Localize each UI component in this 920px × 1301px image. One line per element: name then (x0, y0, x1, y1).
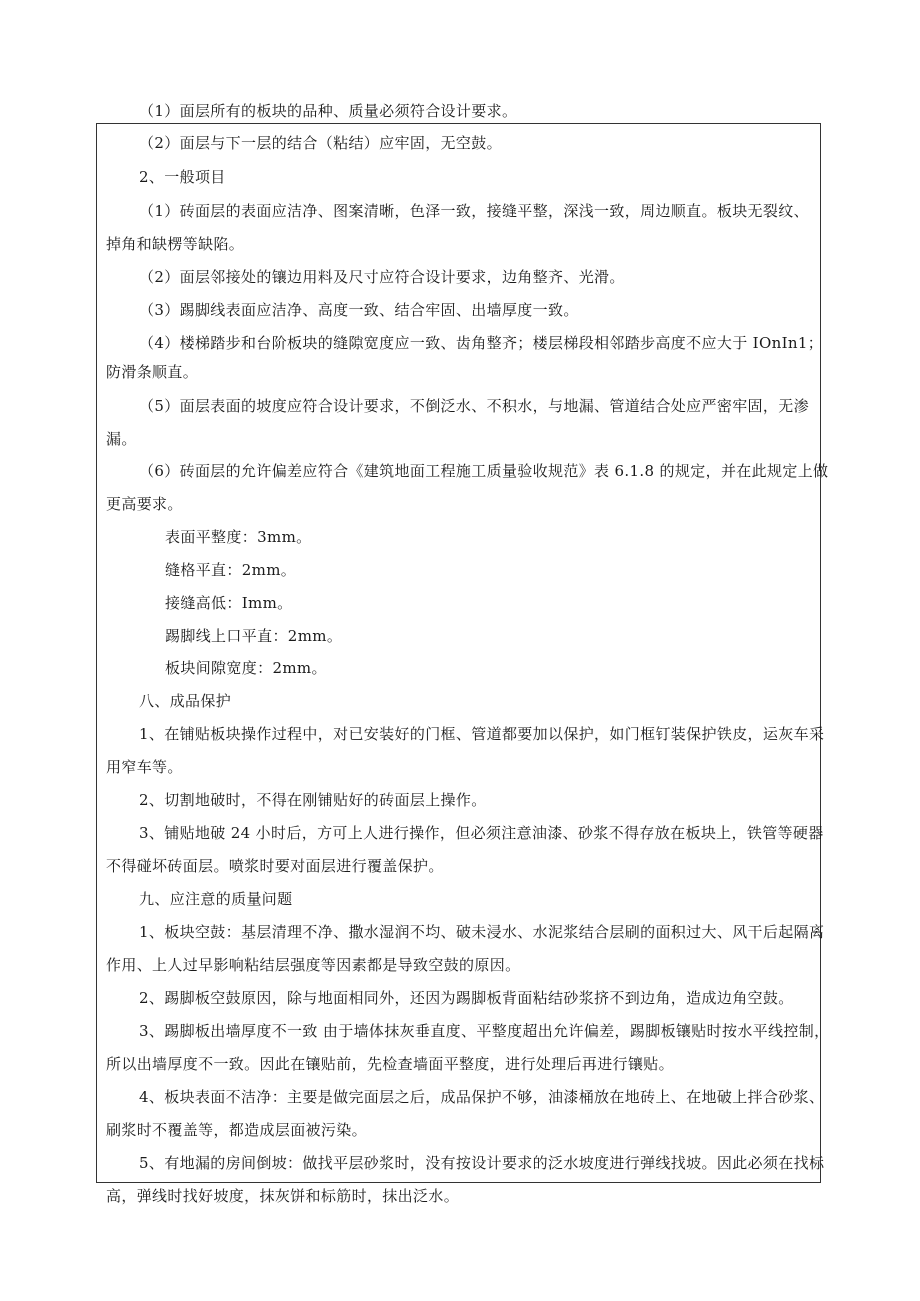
tolerance-item: 踢脚线上口平直：2mm。 (165, 627, 343, 645)
paragraph-quality-3-cont: 所以出墙厚度不一致。因此在镶贴前，先检查墙面平整度，进行处理后再进行镶贴。 (106, 1055, 674, 1073)
section-title-protection: 八、成品保护 (139, 692, 232, 710)
paragraph-general-5-cont: 漏。 (106, 430, 137, 448)
tolerance-item: 表面平整度：3mm。 (165, 528, 312, 546)
paragraph-general-5: （5）面层表面的坡度应符合设计要求，不倒泛水、不积水，与地漏、管道结合处应严密牢固，无渗 (139, 397, 809, 415)
paragraph-quality-4-cont: 刷浆时不覆盖等，都造成层面被污染。 (106, 1121, 367, 1139)
paragraph-general-6-cont: 更高要求。 (106, 495, 183, 513)
tolerance-item: 板块间隙宽度：2mm。 (165, 659, 327, 677)
tolerance-item: 接缝高低：Imm。 (165, 594, 293, 612)
paragraph-quality-3: 3、踢脚板出墙厚度不一致 由于墙体抹灰垂直度、平整度超出允许偏差，踢脚板镶贴时按水平线控制， (139, 1022, 830, 1040)
paragraph-general-1-cont: 掉角和缺楞等缺陷。 (106, 235, 245, 253)
paragraph-protection-1-cont: 用窄车等。 (106, 758, 183, 776)
paragraph-general-1: （1）砖面层的表面应洁净、图案清晰，色泽一致，接缝平整，深浅一致，周边顺直。板块无裂纹、 (139, 202, 809, 220)
paragraph-main-item-2: （2）面层与下一层的结合（粘结）应牢固，无空鼓。 (139, 134, 502, 152)
section-title-quality-issues: 九、应注意的质量问题 (139, 890, 293, 908)
paragraph-protection-3: 3、铺贴地破 24 小时后，方可上人进行操作，但必须注意油漆、砂浆不得存放在板块上，铁管等硬器 (139, 824, 824, 842)
paragraph-general-4: （4）楼梯踏步和台阶板块的缝隙宽度应一致、齿角整齐；楼层梯段相邻踏步高度不应大于 IOnIn1； (139, 334, 824, 352)
section-title-general-items: 2、一般项目 (139, 168, 226, 186)
paragraph-quality-5: 5、有地漏的房间倒坡：做找平层砂浆时，没有按设计要求的泛水坡度进行弹线找坡。因此必须在找标 (139, 1154, 825, 1172)
tolerance-item: 缝格平直：2mm。 (165, 561, 297, 579)
paragraph-general-4-cont: 防滑条顺直。 (106, 363, 199, 381)
paragraph-general-6: （6）砖面层的允许偏差应符合《建筑地面工程施工质量验收规范》表 6.1.8 的规定，并在此规定上做 (139, 462, 829, 480)
paragraph-quality-4: 4、板块表面不洁净：主要是做完面层之后，成品保护不够，油漆桶放在地砖上、在地破上拌合砂浆、 (139, 1088, 825, 1106)
paragraph-quality-5-cont: 高，弹线时找好坡度，抹灰饼和标筋时，抹出泛水。 (106, 1187, 460, 1205)
paragraph-protection-2: 2、切割地破时，不得在刚铺贴好的砖面层上操作。 (139, 791, 487, 809)
paragraph-quality-2: 2、踢脚板空鼓原因，除与地面相同外，还因为踢脚板背面粘结砂浆挤不到边角，造成边角空鼓。 (139, 989, 794, 1007)
paragraph-protection-1: 1、在铺贴板块操作过程中，对已安装好的门框、管道都要加以保护，如门框钉装保护铁皮，运灰车采 (139, 725, 825, 743)
paragraph-protection-3-cont: 不得碰坏砖面层。喷浆时要对面层进行覆盖保护。 (106, 857, 444, 875)
paragraph-quality-1-cont: 作用、上人过早影响粘结层强度等因素都是导致空鼓的原因。 (106, 956, 521, 974)
paragraph-general-3: （3）踢脚线表面应洁净、高度一致、结合牢固、出墙厚度一致。 (139, 301, 579, 319)
paragraph-main-item-1: （1）面层所有的板块的品种、质量必须符合设计要求。 (139, 102, 518, 120)
paragraph-general-2: （2）面层邻接处的镶边用料及尺寸应符合设计要求，边角整齐、光滑。 (139, 268, 625, 286)
paragraph-quality-1: 1、板块空鼓：基层清理不净、撒水湿润不均、破未浸水、水泥浆结合层刷的面积过大、风干后起隔离 (139, 923, 825, 941)
